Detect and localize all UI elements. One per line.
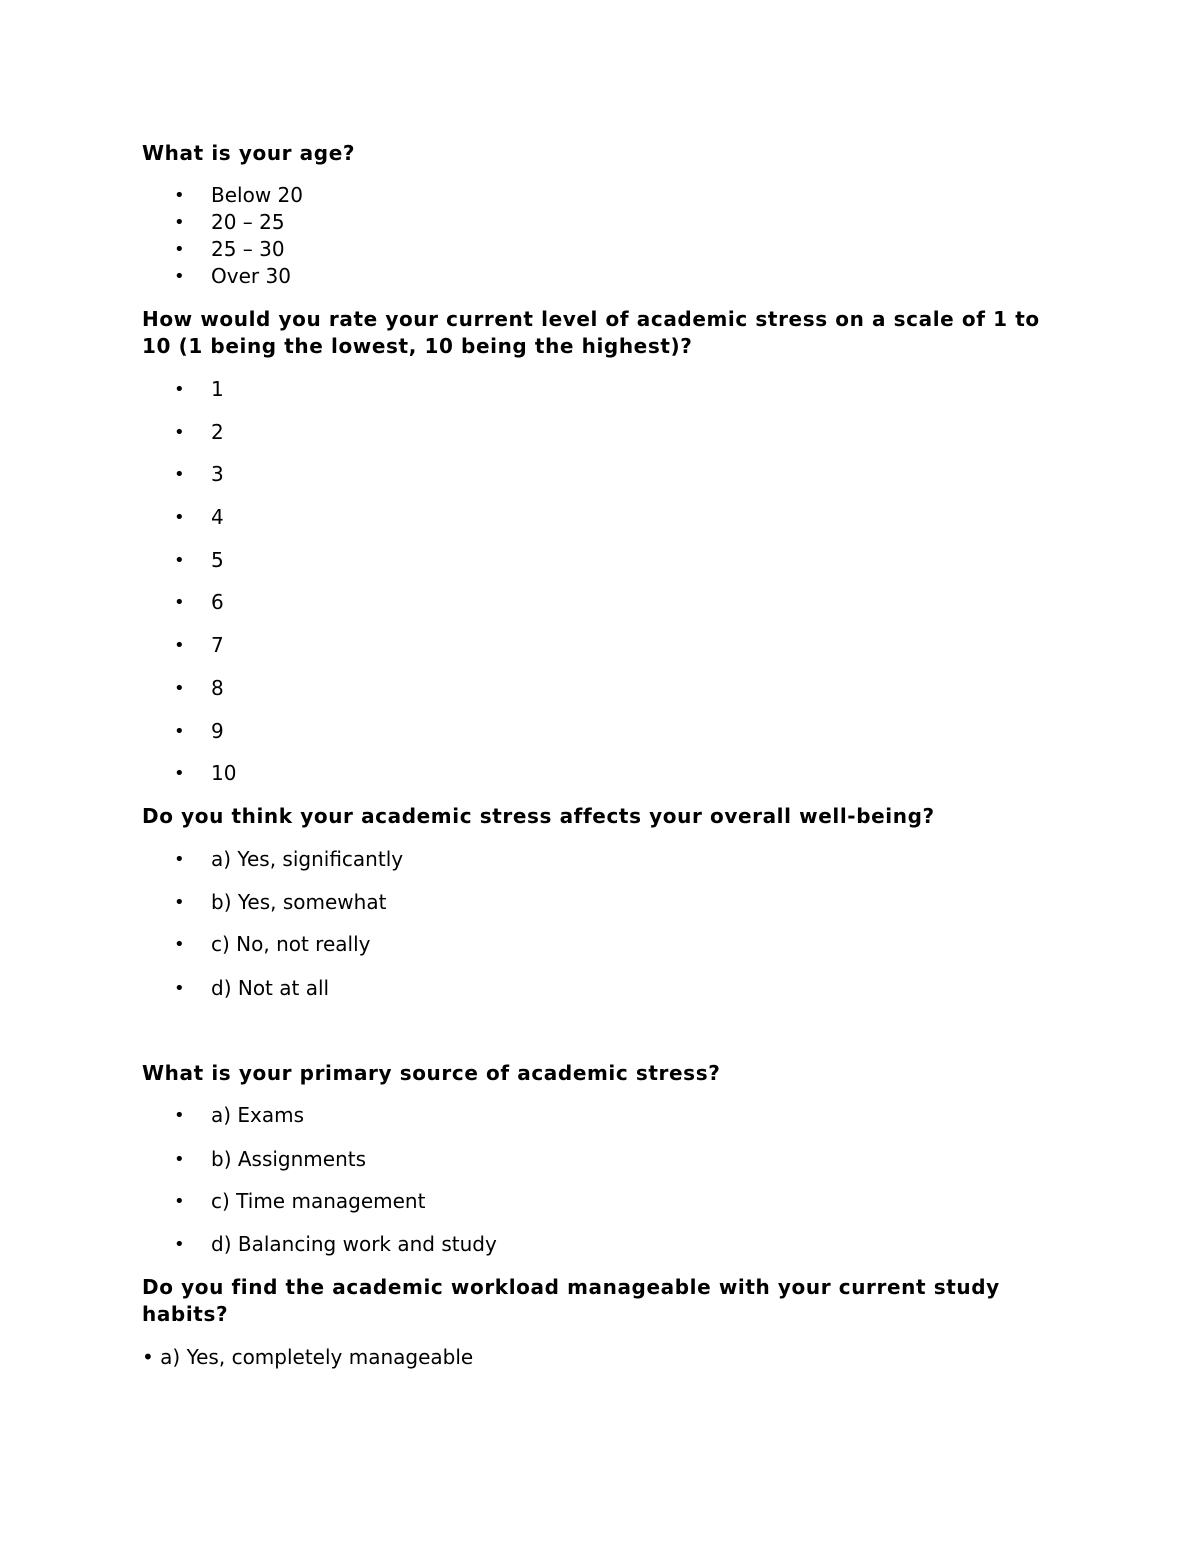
bullet-icon: • xyxy=(174,464,185,485)
bullet-icon: • xyxy=(174,379,185,400)
bullet-icon: • xyxy=(174,507,185,528)
question-age: What is your age? xyxy=(142,141,356,165)
bullet-icon: • xyxy=(174,185,185,206)
bullet-icon: • xyxy=(174,1191,185,1212)
question-wellbeing: Do you think your academic stress affects your overall well-being? xyxy=(142,804,935,828)
bullet-icon: • xyxy=(174,1234,185,1255)
bullet-icon: • xyxy=(174,1105,185,1126)
bullet-icon: • xyxy=(174,266,185,287)
document-page: What is your age? • Below 20 • 20 – 25 • 25 – 30 • Over 30 How would you rate your current level of academic stress on a scale of 1 to 10 (1 being the lowest, 10 being the highest)? • 1 • 2 • 3 • 4 • 5 • 6 • 7 • 8 • 9 • 10 Do you think your academic stress affects your overall well-being? • a) Yes, significantly • b) Yes, somewhat • c) No, not really • d) Not at all What is your primary source of academic stress? • a) Exams • b) Assignments • c) Time management • d) Balancing work and study Do you find the academic workload manageable with your current study habits? • a) Yes, completely manageable xyxy=(0,0,1200,1553)
bullet-icon: • xyxy=(174,763,185,784)
question-stress-level: How would you rate your current level of academic stress on a scale of 1 to 10 (1 being the lowest, 10 being the highest)? xyxy=(142,307,1040,358)
bullet-icon: • xyxy=(174,1149,185,1170)
bullet-icon: • xyxy=(174,635,185,656)
question-stress-source: What is your primary source of academic stress? xyxy=(142,1061,721,1085)
bullet-icon: • xyxy=(174,212,185,233)
bullet-icon: • xyxy=(174,592,185,613)
bullet-icon: • xyxy=(174,934,185,955)
bullet-icon: • xyxy=(174,239,185,260)
question-workload: Do you find the academic workload manageable with your current study habits? xyxy=(142,1275,1000,1326)
bullet-icon: • xyxy=(174,550,185,571)
bullet-icon: • xyxy=(174,721,185,742)
option-item: • a) Yes, completely manageable xyxy=(142,1345,474,1369)
bullet-icon: • xyxy=(174,849,185,870)
bullet-icon: • xyxy=(174,892,185,913)
bullet-icon: • xyxy=(174,978,185,999)
bullet-icon: • xyxy=(174,678,185,699)
bullet-icon: • xyxy=(174,422,185,443)
